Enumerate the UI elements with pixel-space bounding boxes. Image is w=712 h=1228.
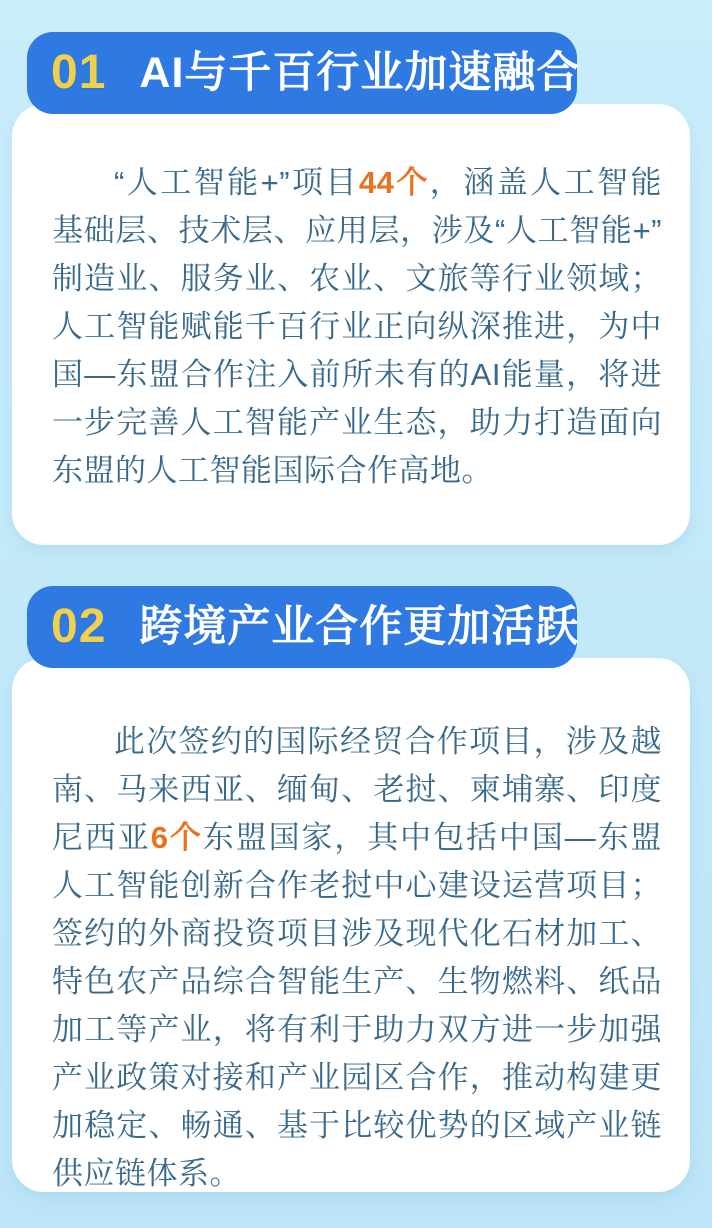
- section-02-card: [12, 658, 690, 1192]
- paragraph-text: 此次签约的国际经贸合作项目，涉及越南、马来西亚、缅甸、老挝、柬埔寨、印度尼西亚: [52, 724, 662, 855]
- paragraph-text: “人工智能+”项目: [114, 165, 359, 200]
- paragraph-text: ，涵盖人工智能基础层、技术层、应用层，涉及“人工智能+”制造业、服务业、农业、文旅等行业领域；人工智能赋能千百行业正向纵深推进，为中国—东盟合作注入前所未有的AI能量，将进一步完善人工智能产业生态，助力打造面向东盟的人工智能国际合作高地。: [52, 165, 663, 488]
- highlight-count-asean-countries: 6个: [150, 820, 203, 855]
- section-02-number: 02: [51, 600, 107, 653]
- section-01-number: 01: [51, 46, 107, 99]
- section-02-title: 跨境产业合作更加活跃: [139, 602, 580, 651]
- section-02-header: [27, 586, 580, 668]
- section-02-paragraph: [12, 658, 690, 1198]
- highlight-count-ai-projects: 44个: [358, 165, 430, 200]
- section-01-paragraph: [12, 104, 690, 495]
- section-01-card: [12, 104, 690, 545]
- section-01-title: AI与千百行业加速融合: [139, 48, 581, 97]
- section-01-header: [27, 32, 581, 114]
- paragraph-text: 东盟国家，其中包括中国—东盟人工智能创新合作老挝中心建设运营项目；签约的外商投资项目涉及现代化石材加工、特色农产品综合智能生产、生物燃料、纸品加工等产业，将有利于助力双方进一步加强产业政策对接和产业园区合作，推动构建更加稳定、畅通、基于比较优势的区域产业链供应链体系。: [52, 820, 663, 1191]
